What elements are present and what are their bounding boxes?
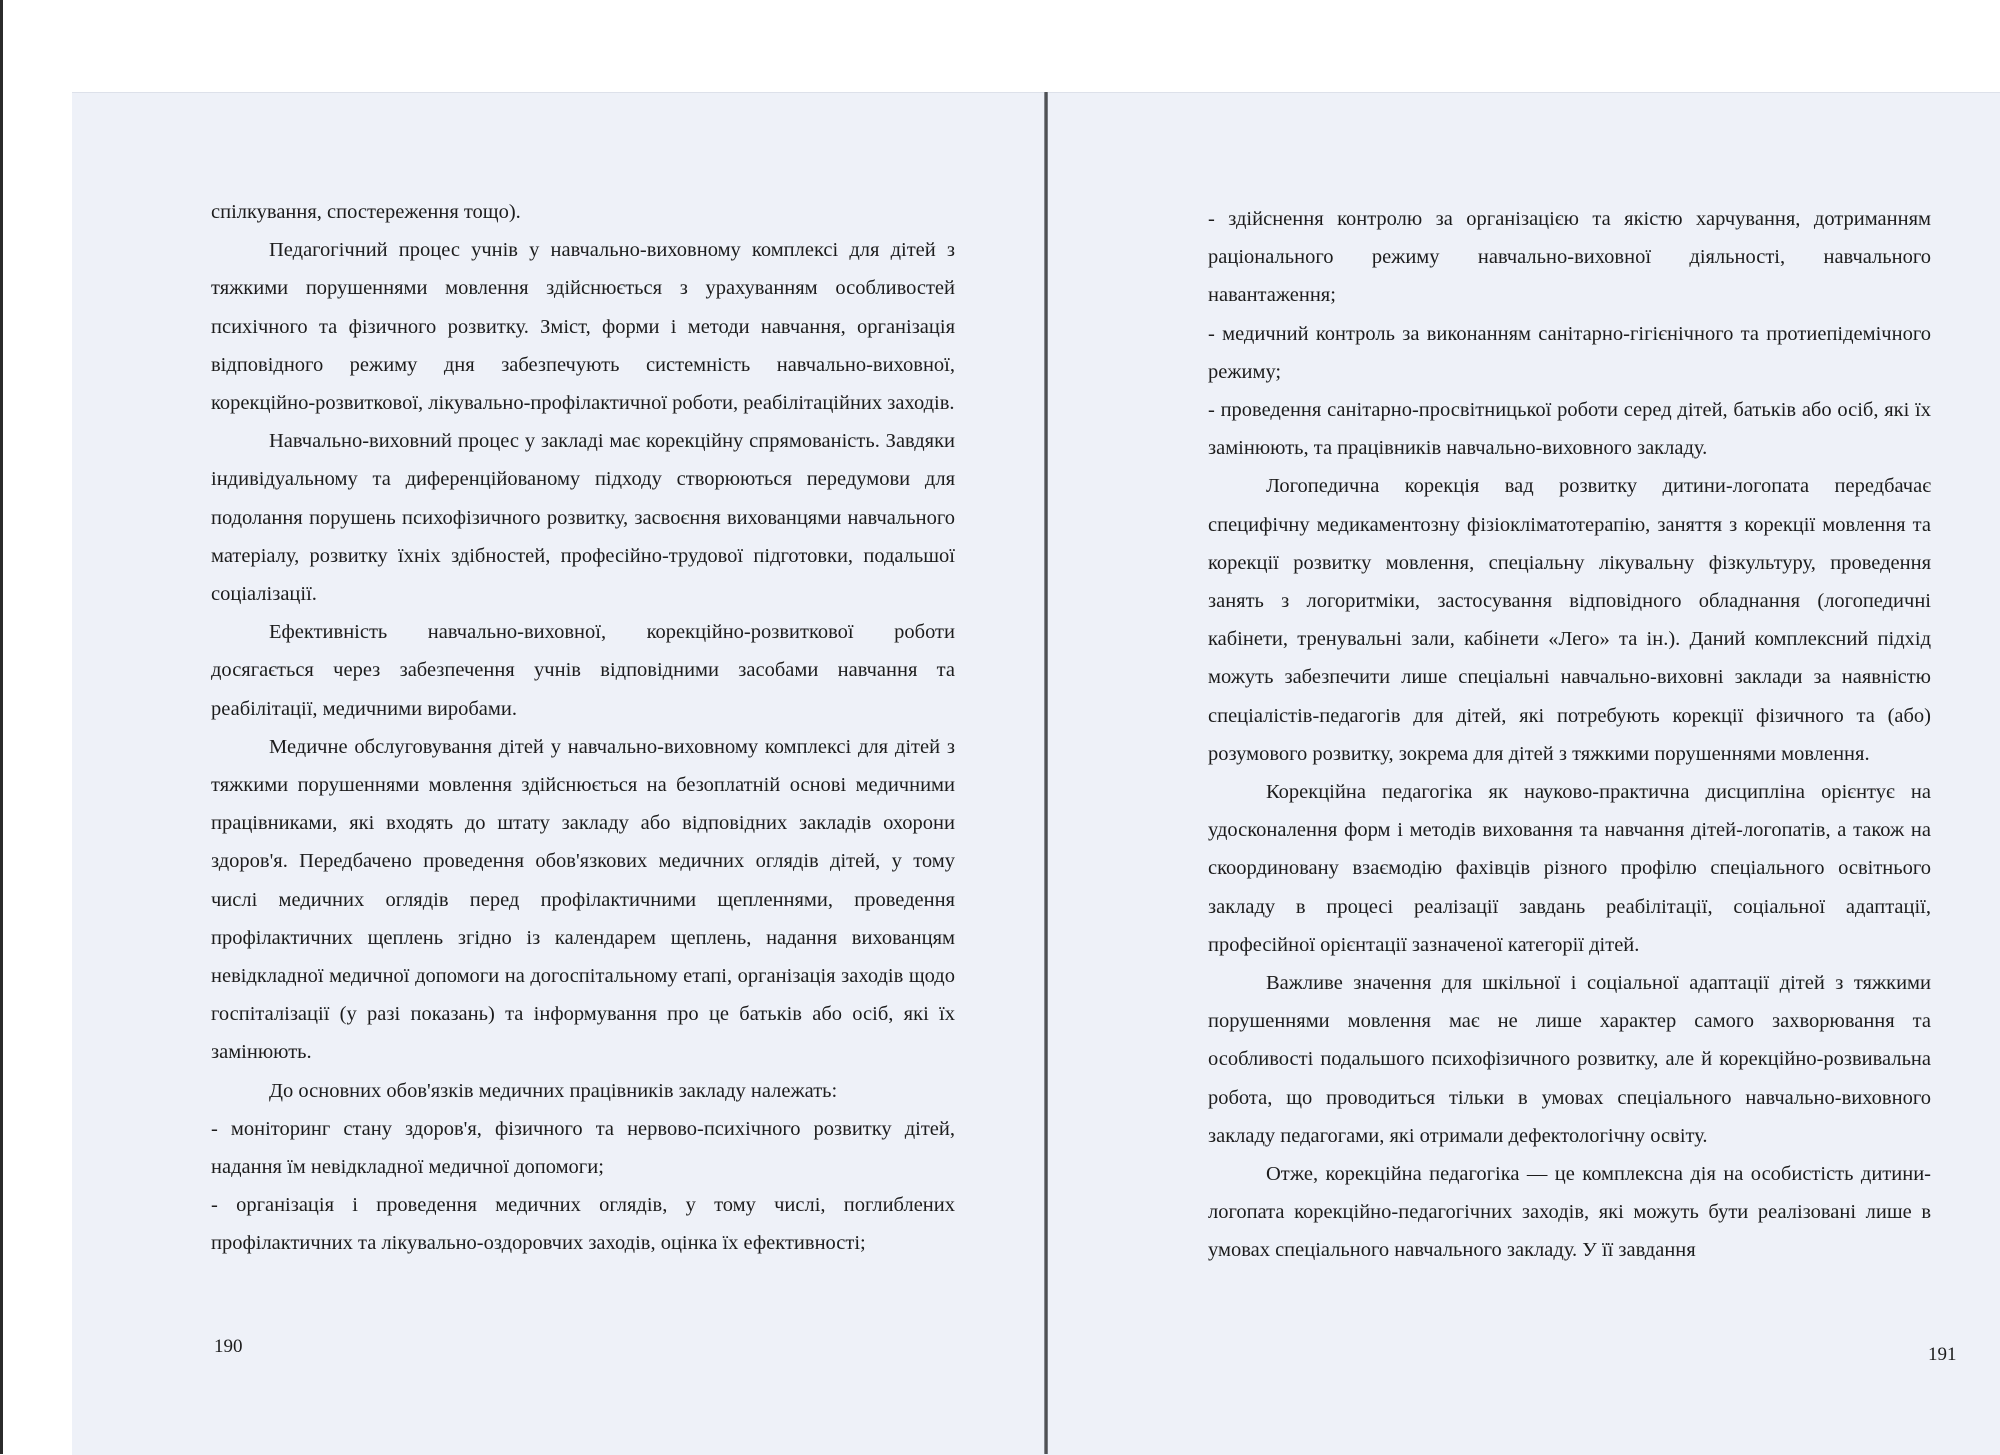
paragraph: Важливе значення для шкільної і соціальної адаптації дітей з тяжкими порушеннями мовлення має не лише характер самого захворювання та особливості подальшого психофізичного розвитку, але й корекційно-розвивальна робота, що проводиться тільки в умовах спеціального навчально-виховного закладу педагогами, які отримали дефектологічну освіту. [1208, 972, 1931, 1147]
paragraph: Медичне обслуговування дітей у навчально-виховному комплексі для дітей з тяжкими порушеннями мовлення здійснюється на безоплатній основі медичними працівниками, які входять до штату закладу або відповідних закладів охорони здоров'я. Передбачено проведення обов'язкових медичних оглядів дітей, у тому числі медичних оглядів перед профілактичними щепленнями, проведення профілактичних щеплень згідно із календарем щеплень, надання вихованцям невідкладної медичної допомоги на догоспітальному етапі, організація заходів щодо госпіталізації (у разі показань) та інформування про це батьків або осіб, які їх замінюють. [211, 735, 955, 1064]
left-page-number: 190 [214, 1336, 243, 1357]
paragraph: - медичний контроль за виконанням санітарно-гігієнічного та протиепідемічного режиму; [1208, 322, 1931, 383]
right-page-text [1208, 200, 1931, 1270]
paragraph: До основних обов'язків медичних працівників закладу належать: [269, 1079, 838, 1102]
left-page-text [211, 193, 955, 1263]
paragraph: - здійснення контролю за організацією та якістю харчування, дотриманням раціонального режиму навчально-виховної діяльності, навчального навантаження; [1208, 208, 1931, 307]
paragraph: Навчально-виховний процес у закладі має корекційну спрямованість. Завдяки індивідуальному та диференційованому підходу створюються передумови для подолання порушень психофізичного розвитку, засвоєння вихованцями навчального матеріалу, розвитку їхніх здібностей, професійно-трудової підготовки, подальшої соціалізації. [211, 430, 955, 606]
paragraph: - проведення санітарно-просвітницької роботи серед дітей, батьків або осіб, які їх замінюють, та працівників навчально-виховного закладу. [1208, 399, 1931, 460]
paragraph: спілкування, спостереження тощо). [211, 201, 521, 223]
paragraph: Корекційна педагогіка як науково-практична дисципліна орієнтує на удосконалення форм і методів виховання та навчання дітей-логопатів, а також на скоординовану взаємодію фахівців різного профілю спеціального освітнього закладу в процесі реалізації завдань реабілітації, соціальної адаптації, професійної орієнтації зазначеної категорії дітей. [1208, 781, 1931, 956]
left-page [72, 93, 1044, 1455]
right-page [1048, 93, 2000, 1455]
book-spread [72, 92, 2000, 1455]
paragraph: Педагогічний процес учнів у навчально-виховному комплексі для дітей з тяжкими порушеннями мовлення здійснюється з урахуванням особливостей психічного та фізичного розвитку. Зміст, форми і методи навчання, організація відповідного режиму дня забезпечують системність навчально-виховної, корекційно-розвиткової, лікувально-профілактичної роботи, реабілітаційних заходів. [211, 239, 955, 415]
paragraph: Отже, корекційна педагогіка — це комплексна дія на особистість дитини-логопата корекційно-педагогічних заходів, які можуть бути реалізовані лише в умовах спеціального навчального закладу. У її завдання [1208, 1163, 1931, 1262]
right-page-number: 191 [1928, 1344, 1957, 1365]
scan-edge [0, 0, 3, 1454]
book-gutter [1044, 92, 1048, 1454]
paragraph: - організація і проведення медичних оглядів, у тому числі, поглиблених профілактичних та лікувально-оздоровчих заходів, оцінка їх ефективності; [211, 1194, 955, 1255]
paragraph: Логопедична корекція вад розвитку дитини-логопата передбачає специфічну медикаментозну фізіокліматотерапію, заняття з корекції мовлення та корекції розвитку мовлення, спеціальну лікувальну фізкультуру, проведення занять з логоритміки, застосування відповідного обладнання (логопедичні кабінети, тренувальні зали, кабінети «Лего» та ін.). Даний комплексний підхід можуть забезпечити лише спеціальні навчально-виховні заклади за наявністю спеціалістів-педагогів для дітей, які потребують корекції фізичного та (або) розумового розвитку, зокрема для дітей з тяжкими порушеннями мовлення. [1208, 475, 1931, 765]
paragraph: Ефективність навчально-виховної, корекційно-розвиткової роботи досягається через забезпечення учнів відповідними засобами навчання та реабілітації, медичними виробами. [211, 621, 955, 720]
paragraph: - моніторинг стану здоров'я, фізичного та нервово-психічного розвитку дітей, надання їм невідкладної медичної допомоги; [211, 1117, 955, 1179]
